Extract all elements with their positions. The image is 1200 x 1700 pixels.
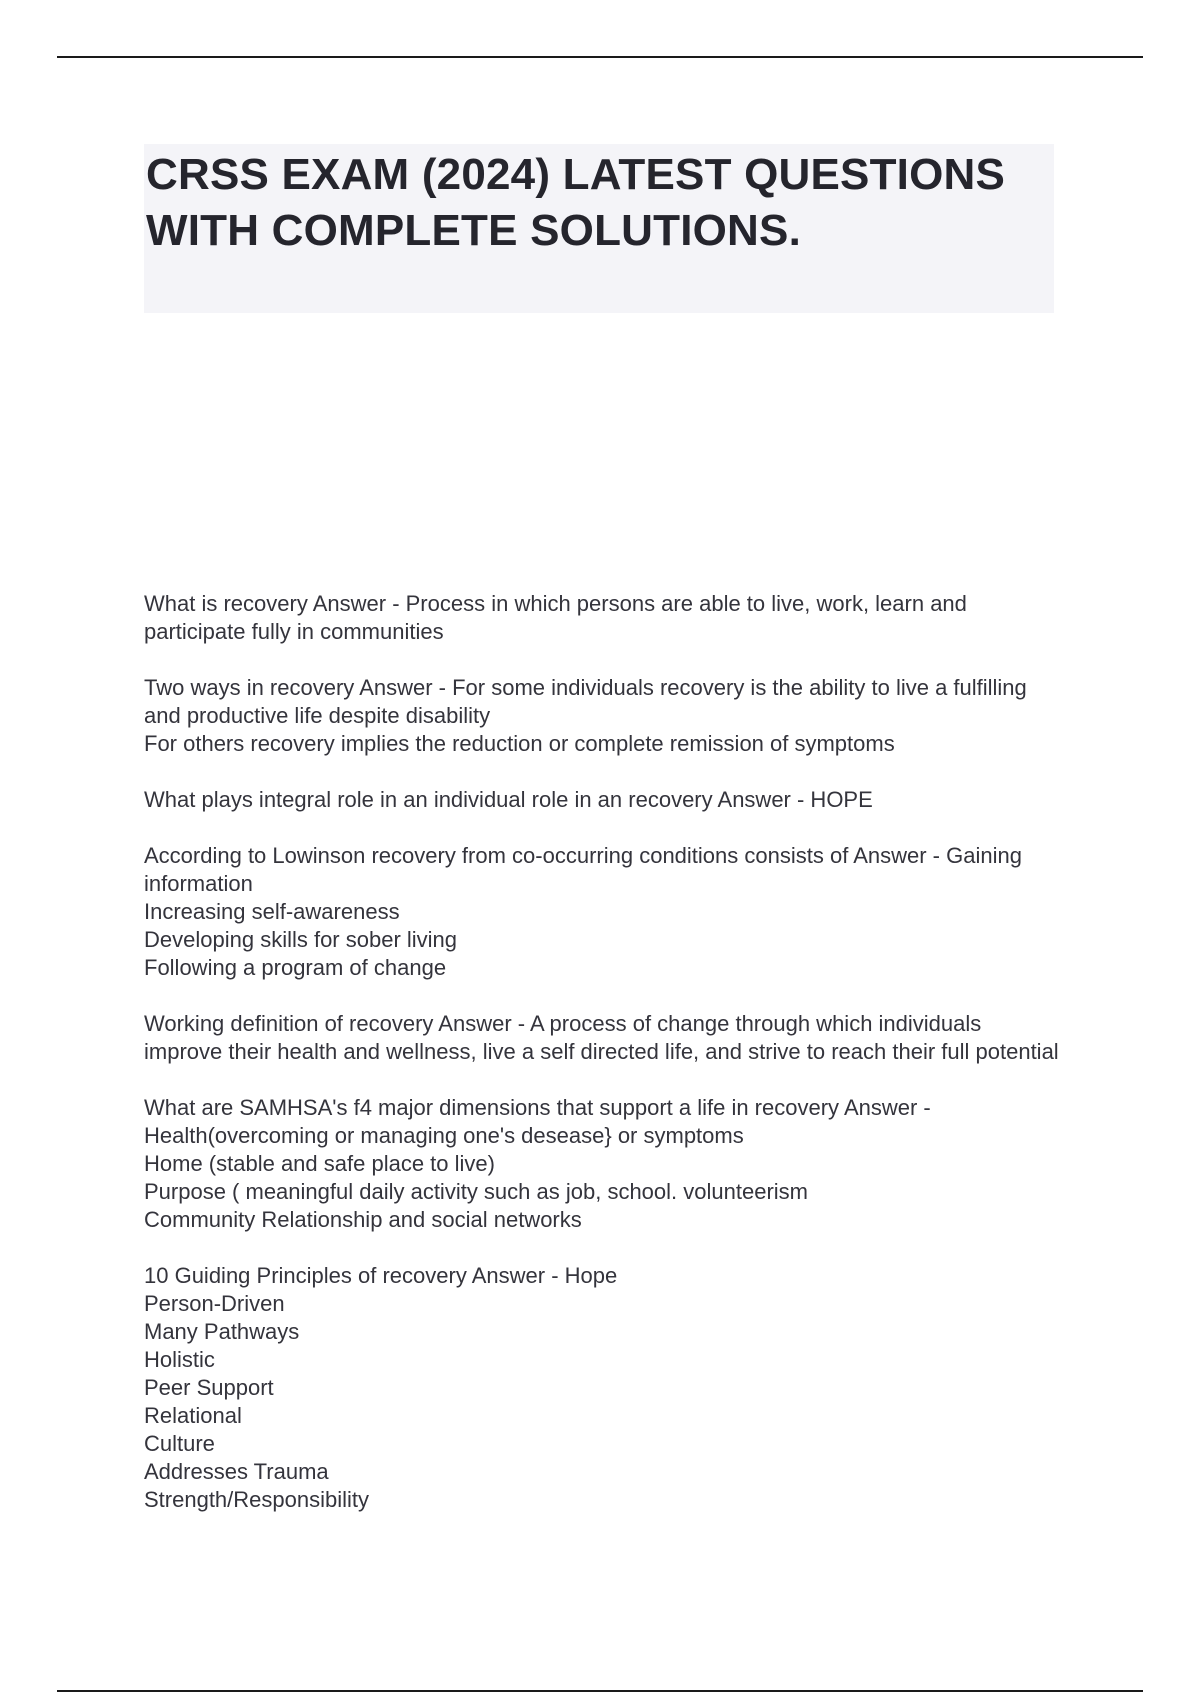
qa-text: According to Lowinson recovery from co-occurring conditions consists of Answer - Gaining information (144, 843, 1022, 896)
qa-extra-line: Following a program of change (144, 955, 447, 980)
top-rule (57, 56, 1143, 58)
qa-text: Working definition of recovery Answer - A process of change through which individuals improve their health and wellness, live a self directed life, and strive to reach their full potential (144, 1011, 1059, 1064)
qa-item (144, 590, 1064, 646)
qa-item (144, 1010, 1064, 1066)
qa-text: What plays integral role in an individual role in an recovery Answer - HOPE (144, 787, 873, 812)
qa-text: 10 Guiding Principles of recovery Answer - Hope (144, 1263, 618, 1288)
qa-extra-line: Community Relationship and social networks (144, 1207, 582, 1232)
qa-item (144, 1262, 1064, 1514)
qa-extra-line: Strength/Responsibility (144, 1487, 370, 1512)
bottom-rule (57, 1690, 1143, 1692)
qa-extra-line: Developing skills for sober living (144, 927, 458, 952)
qa-extra-line: Holistic (144, 1347, 215, 1372)
qa-extra-line: Peer Support (144, 1375, 274, 1400)
qa-extra-line: Home (stable and safe place to live) (144, 1151, 495, 1176)
qa-extra-line: Person-Driven (144, 1291, 285, 1316)
qa-item (144, 1094, 1064, 1234)
qa-text: Two ways in recovery Answer - For some individuals recovery is the ability to live a fulfilling and productive life despite disability (144, 675, 1027, 728)
qa-extra-line: Increasing self-awareness (144, 899, 400, 924)
qa-text: What is recovery Answer - Process in which persons are able to live, work, learn and participate fully in communities (144, 591, 967, 644)
qa-text: What are SAMHSA's f4 major dimensions that support a life in recovery Answer - Health(overcoming or managing one's desease} or symptoms (144, 1095, 931, 1148)
qa-extra-line: Addresses Trauma (144, 1459, 329, 1484)
qa-extra-line: Culture (144, 1431, 215, 1456)
qa-item (144, 842, 1064, 982)
qa-item (144, 786, 1064, 814)
qa-item (144, 674, 1064, 758)
document-title: CRSS EXAM (2024) LATEST QUESTIONS WITH COMPLETE SOLUTIONS. (146, 150, 1006, 255)
qa-extra-line: Relational (144, 1403, 242, 1428)
qa-extra-line: Many Pathways (144, 1319, 300, 1344)
title-block (144, 144, 1054, 313)
qa-extra-line: Purpose ( meaningful daily activity such as job, school. volunteerism (144, 1179, 808, 1204)
qa-list (144, 590, 1064, 1542)
qa-extra-line: For others recovery implies the reduction or complete remission of symptoms (144, 731, 895, 756)
